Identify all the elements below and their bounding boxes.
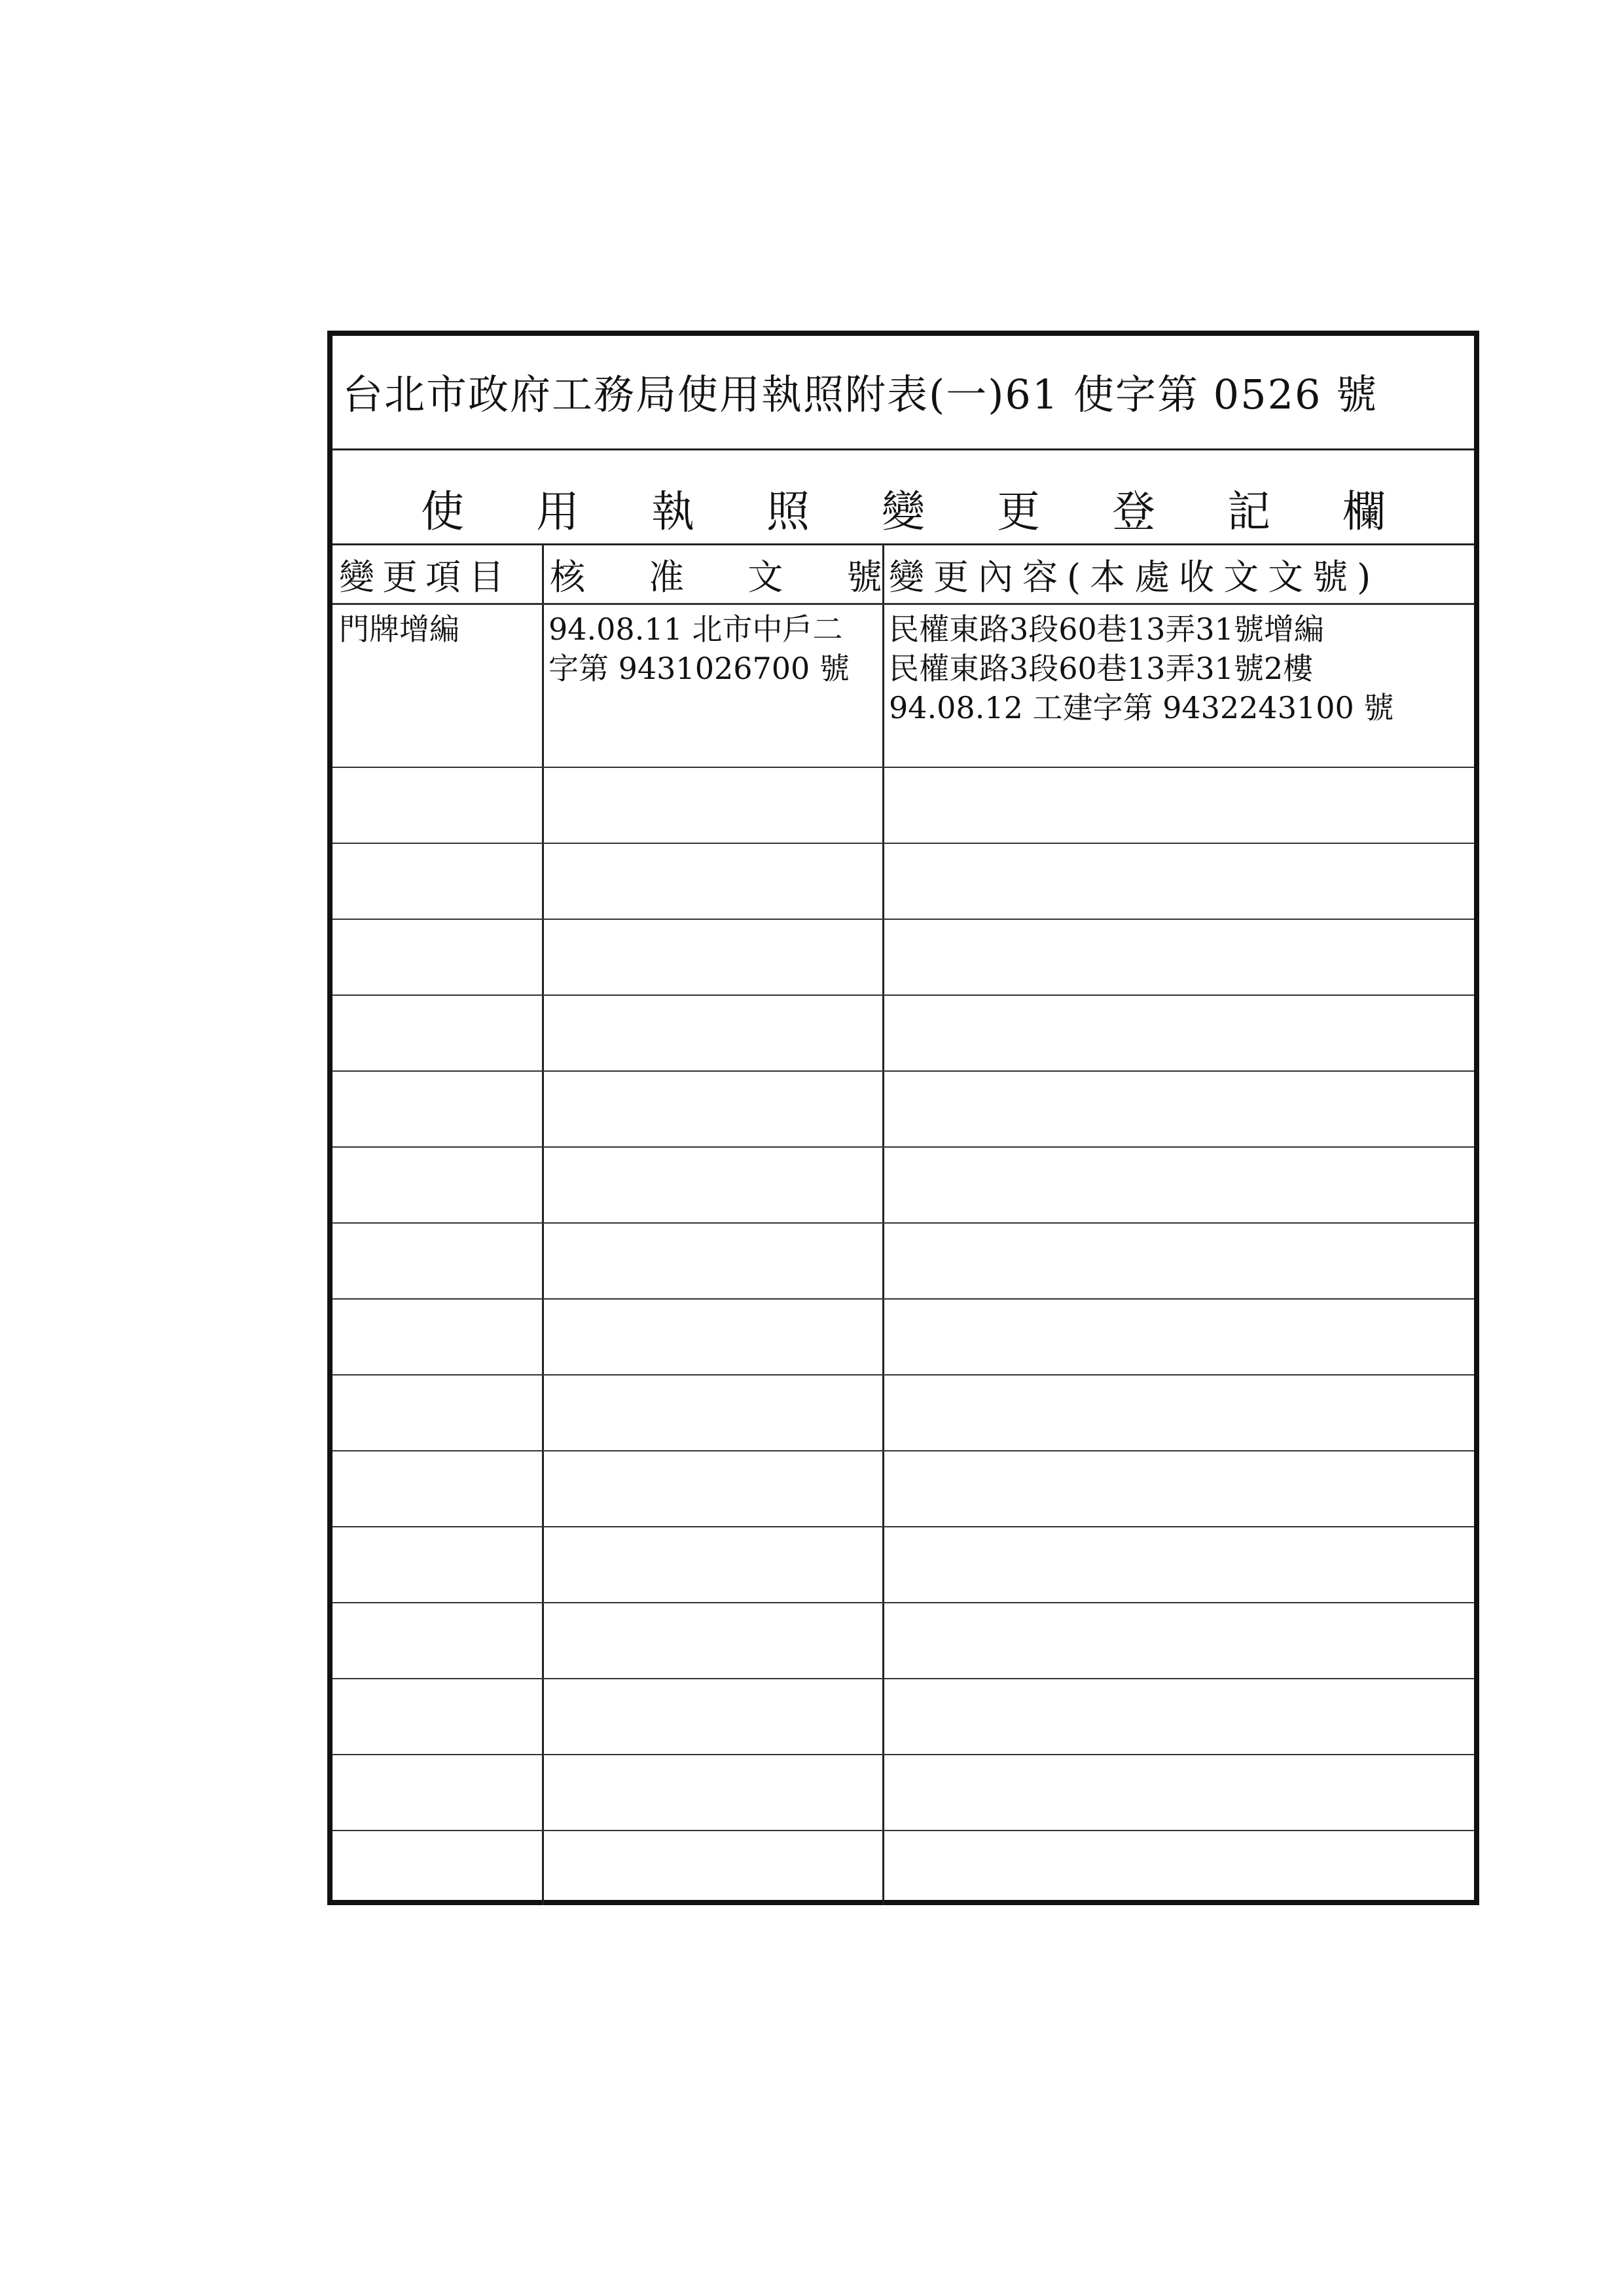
column-divider <box>542 545 544 1905</box>
row-divider <box>333 1450 1474 1451</box>
row-divider <box>333 1222 1474 1224</box>
row-divider <box>333 1602 1474 1603</box>
row1-item: 門牌增編 <box>339 611 459 647</box>
row1-approval-line2: 字第 9431026700 號 <box>548 651 850 686</box>
row-divider <box>333 994 1474 996</box>
form-heading: 使用執照變更登記欄 <box>421 486 1458 537</box>
row-divider <box>333 1754 1474 1755</box>
row-divider <box>333 843 1474 844</box>
heading-row <box>333 450 1474 545</box>
row-divider <box>333 919 1474 920</box>
row-divider <box>333 1070 1474 1072</box>
row-divider <box>333 1830 1474 1831</box>
row1-content-line2: 民權東路3段60巷13弄31號2樓 <box>889 651 1314 686</box>
row1-content-line3: 94.08.12 工建字第 9432243100 號 <box>889 690 1394 725</box>
row-divider <box>333 1146 1474 1148</box>
header-approval-number: 核 准 文 號 <box>550 556 908 598</box>
row-divider <box>333 1374 1474 1376</box>
row-divider <box>333 767 1474 768</box>
row1-content-line1: 民權東路3段60巷13弄31號增編 <box>889 611 1324 647</box>
change-table <box>333 545 1474 1905</box>
row-divider <box>333 1526 1474 1527</box>
header-divider <box>333 603 1474 605</box>
column-divider <box>882 545 884 1905</box>
row1-approval-line1: 94.08.11 北市中戶二 <box>548 611 843 647</box>
header-change-content: 變更內容(本處收文文號) <box>889 556 1380 598</box>
header-change-item: 變更項目 <box>339 556 512 598</box>
license-change-form <box>327 331 1479 1905</box>
row-divider <box>333 1298 1474 1300</box>
form-title: 台北市政府工務局使用執照附表(一)61 使字第 0526 號 <box>342 371 1378 418</box>
row-divider <box>333 1678 1474 1679</box>
title-row <box>333 336 1474 450</box>
